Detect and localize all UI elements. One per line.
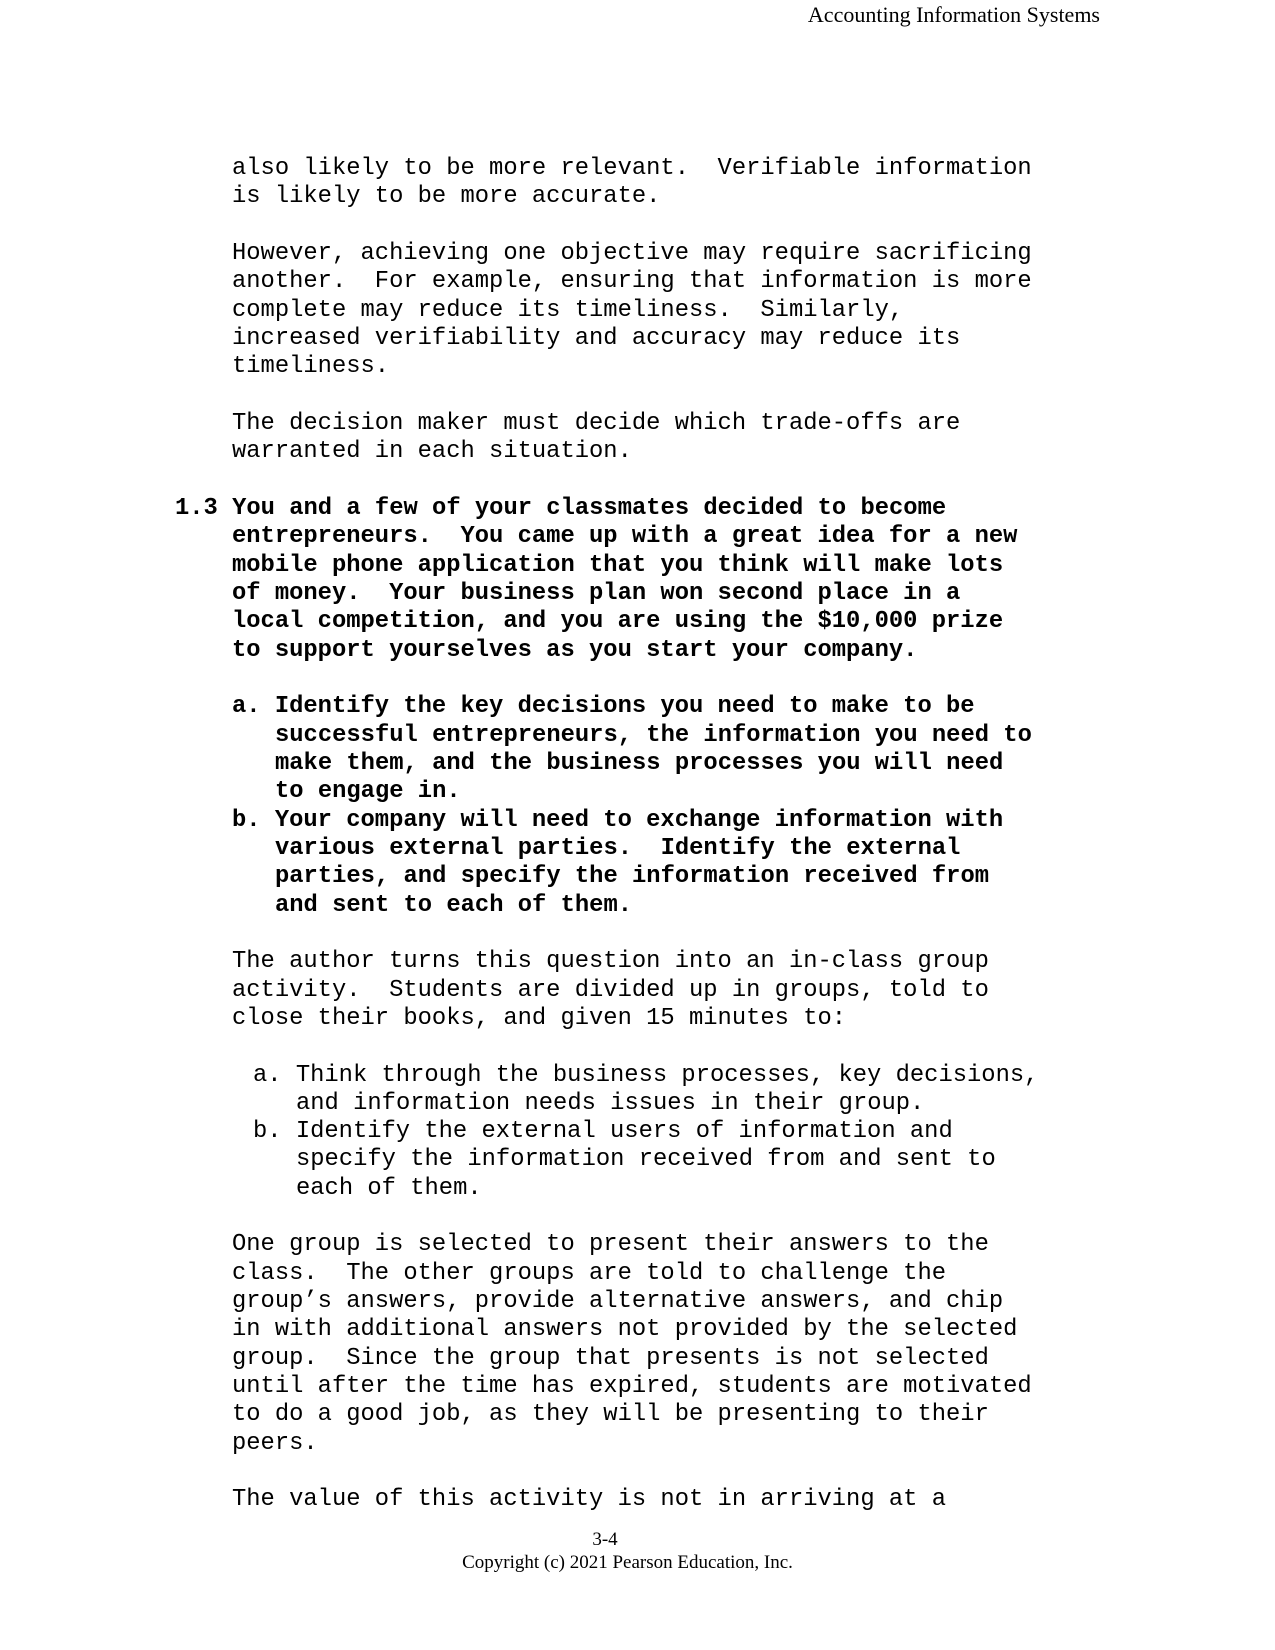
text-line: to do a good job, as they will be presenting to their — [232, 1401, 989, 1429]
answer-author-note — [175, 948, 1175, 1033]
text-line: The value of this activity is not in arriving at a — [232, 1486, 947, 1514]
footer-copyright: Copyright (c) 2021 Pearson Education, Inc. — [462, 1552, 793, 1573]
activity-item-a — [175, 1062, 1175, 1119]
question-1-3 — [175, 495, 1175, 665]
text-line: entrepreneurs. You came up with a great idea for a new — [232, 523, 1018, 551]
text-line: and sent to each of them. — [275, 891, 633, 919]
text-line: is likely to be more accurate. — [232, 183, 661, 211]
text-line: a. Identify the key decisions you need to make to be — [232, 693, 975, 721]
text-line: of money. Your business plan won second place in a — [232, 579, 961, 607]
text-line: increased verifiability and accuracy may reduce its — [232, 324, 961, 352]
text-line: The decision maker must decide which trade-offs are — [232, 409, 961, 437]
text-line: close their books, and given 15 minutes to: — [232, 1004, 847, 1032]
text-line: warranted in each situation. — [232, 438, 632, 466]
text-line: specify the information received from and sent to — [296, 1146, 996, 1174]
footer-page-number: 3-4 — [592, 1529, 618, 1550]
text-line: parties, and specify the information received from — [275, 863, 990, 891]
text-line: until after the time has expired, students are motivated — [232, 1373, 1032, 1401]
text-line: successful entrepreneurs, the information you need to — [275, 721, 1032, 749]
activity-item-b — [175, 1118, 1175, 1203]
text-line: make them, and the business processes you will need — [275, 749, 1004, 777]
text-line: class. The other groups are told to challenge the — [232, 1259, 947, 1287]
text-line: various external parties. Identify the external — [275, 834, 961, 862]
text-line: However, achieving one objective may require sacrificing — [232, 239, 1032, 267]
text-line: another. For example, ensuring that information is more — [232, 268, 1032, 296]
paragraph-decision-maker — [175, 410, 1175, 467]
text-line: b. Identify the external users of information and — [253, 1118, 953, 1146]
answer-one-group — [175, 1231, 1175, 1458]
answer-value — [175, 1486, 1175, 1514]
document-body — [175, 155, 1175, 1515]
text-line: local competition, and you are using the $10,000 prize — [232, 608, 1004, 636]
text-line: also likely to be more relevant. Verifiable information — [232, 155, 1032, 182]
text-line: and information needs issues in their group. — [296, 1089, 925, 1117]
text-line: to engage in. — [275, 778, 461, 806]
question-item-b — [175, 807, 1175, 920]
text-line: One group is selected to present their answers to the — [232, 1231, 989, 1259]
text-line: complete may reduce its timeliness. Similarly, — [232, 296, 904, 324]
text-line: mobile phone application that you think will make lots — [232, 551, 1004, 579]
text-line: 1.3 You and a few of your classmates decided to become — [175, 494, 947, 522]
text-line: activity. Students are divided up in groups, told to — [232, 976, 989, 1004]
text-line: each of them. — [296, 1174, 482, 1202]
text-line: to support yourselves as you start your company. — [232, 636, 918, 664]
paragraph-continuation — [175, 155, 1175, 212]
text-line: peers. — [232, 1429, 318, 1457]
paragraph-tradeoff — [175, 240, 1175, 382]
text-line: timeliness. — [232, 353, 390, 381]
question-item-a — [175, 693, 1175, 806]
text-line: a. Think through the business processes, key decisions, — [253, 1061, 1039, 1089]
text-line: b. Your company will need to exchange information with — [232, 806, 1004, 834]
text-line: group’s answers, provide alternative answers, and chip — [232, 1288, 1004, 1316]
text-line: group. Since the group that presents is not selected — [232, 1344, 989, 1372]
page-header-title: Accounting Information Systems — [807, 2, 1100, 27]
text-line: in with additional answers not provided by the selected — [232, 1316, 1018, 1344]
text-line: The author turns this question into an in-class group — [232, 948, 989, 976]
